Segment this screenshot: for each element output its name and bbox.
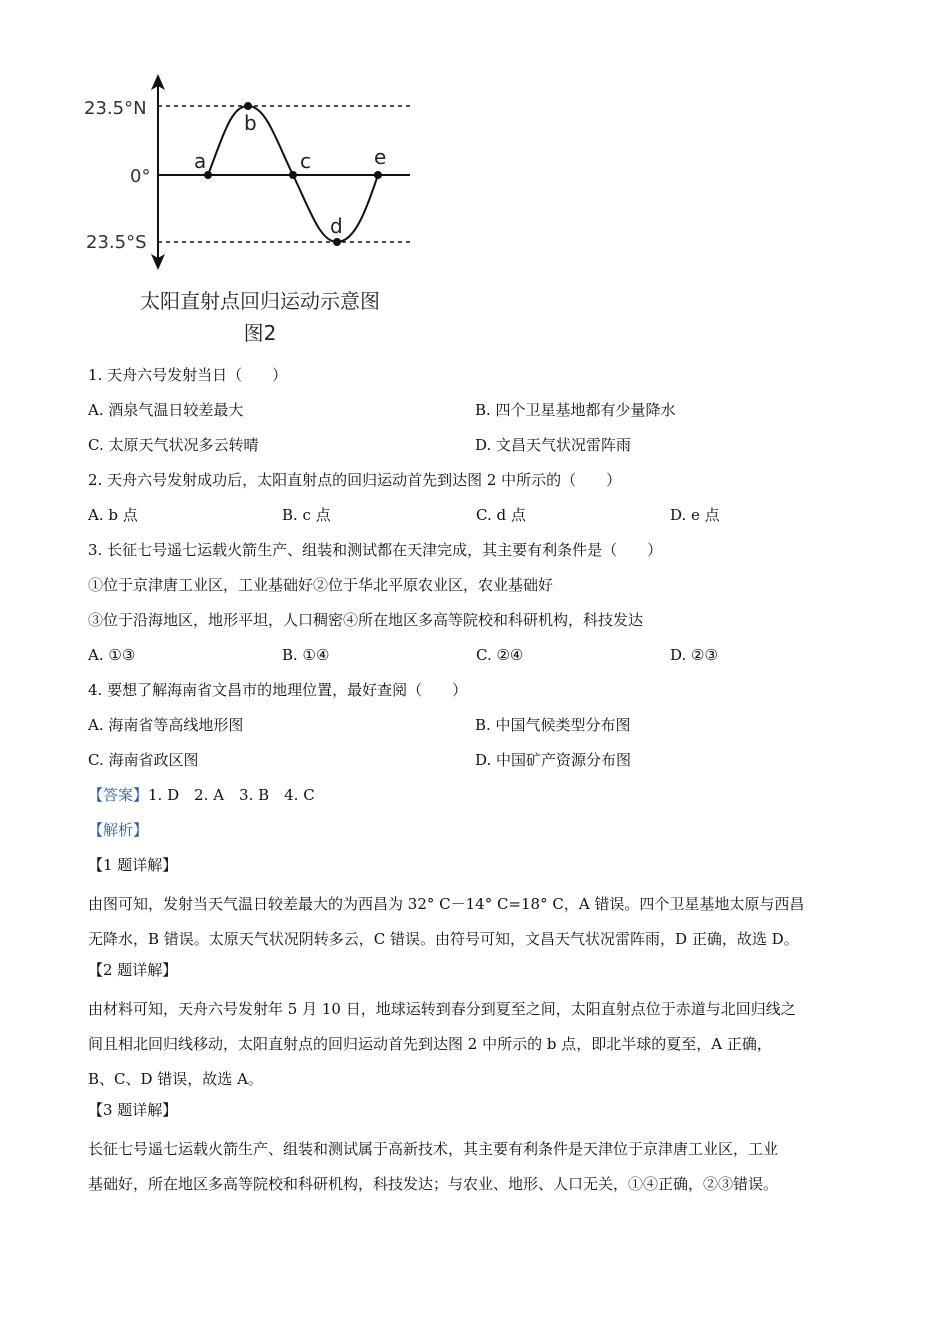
q1-option-b: B. 四个卫星基地都有少量降水 — [475, 401, 676, 419]
detail-1-line-1: 由图可知，发射当天气温日较差最大的为西昌为 32° C－14° C=18° C，A 错误。四个卫星基地太原与西昌 — [88, 895, 805, 913]
label-0: 0° — [130, 166, 151, 187]
question-4-options-row-1 — [88, 712, 868, 747]
answer-text: 1. D 2. A 3. B 4. C — [148, 786, 315, 804]
detail-1-line-2: 无降水，B 错误。太原天气状况阴转多云，C 错误。由符号可知，文昌天气状况雷阵雨，D 正确，故选 D。 — [88, 930, 799, 948]
point-b-label: b — [244, 111, 257, 135]
detail-3-line-1: 长征七号遥七运载火箭生产、组装和测试属于高新技术，其主要有利条件是天津位于京津唐工业区，工业 — [88, 1140, 779, 1158]
question-3-statement-2: ③位于沿海地区，地形平坦，人口稠密④所在地区多高等院校和科研机构，科技发达 — [88, 611, 644, 629]
label-23-5-s: 23.5°S — [86, 232, 147, 253]
point-c-dot — [289, 171, 297, 179]
question-4-options-row-2 — [88, 747, 868, 782]
sun-declination-figure — [80, 70, 420, 280]
detail-2-line-1: 由材料可知，天舟六号发射年 5 月 10 日，地球运转到春分到夏至之间，太阳直射点位于赤道与北回归线之 — [88, 1000, 796, 1018]
q2-option-d: D. e 点 — [670, 506, 720, 524]
detail-2-body — [88, 992, 868, 1097]
q4-option-b: B. 中国气候类型分布图 — [475, 716, 631, 734]
point-d-dot — [333, 238, 341, 246]
point-e-label: e — [374, 145, 387, 169]
point-e-dot — [374, 171, 382, 179]
analysis-tag: 【解析】 — [88, 821, 149, 839]
question-3-statement-1: ①位于京津唐工业区，工业基础好②位于华北平原农业区，农业基础好 — [88, 576, 554, 594]
q2-option-b: B. c 点 — [282, 506, 331, 524]
detail-2-line-2: 间且相北回归线移动，太阳直射点的回归运动首先到达图 2 中所示的 b 点，即北半球的夏至，A 正确， — [88, 1035, 772, 1053]
q4-option-c: C. 海南省政区图 — [88, 751, 199, 769]
question-1-options-row-2 — [88, 432, 868, 467]
q1-option-c: C. 太原天气状况多云转晴 — [88, 436, 259, 454]
answer-tag: 【答案】 — [88, 786, 149, 804]
question-3-options — [88, 642, 868, 677]
q1-option-a: A. 酒泉气温日较差最大 — [88, 401, 244, 419]
point-c-label: c — [300, 149, 311, 173]
question-2-stem: 2. 天舟六号发射成功后，太阳直射点的回归运动首先到达图 2 中所示的（ ） — [88, 471, 622, 489]
question-4-stem: 4. 要想了解海南省文昌市的地理位置，最好查阅（ ） — [88, 681, 468, 699]
detail-1-title: 【1 题详解】 — [88, 856, 178, 874]
detail-3-title: 【3 题详解】 — [88, 1101, 178, 1119]
q2-option-c: C. d 点 — [476, 506, 526, 524]
q4-option-d: D. 中国矿产资源分布图 — [475, 751, 632, 769]
question-1-options-row-1 — [88, 397, 868, 432]
question-content — [88, 362, 868, 1202]
q2-option-a: A. b 点 — [88, 506, 138, 524]
figure-number: 图2 — [243, 321, 277, 345]
label-23-5-n: 23.5°N — [84, 98, 147, 119]
q3-option-a: A. ①③ — [88, 646, 136, 664]
analysis-line — [88, 817, 868, 852]
q4-option-a: A. 海南省等高线地形图 — [88, 716, 244, 734]
sun-declination-diagram — [80, 70, 420, 280]
detail-3-line-2: 基础好，所在地区多高等院校和科研机构，科技发达；与农业、地形、人口无关，①④正确，②③错误。 — [88, 1175, 779, 1193]
point-b-dot — [244, 102, 252, 110]
figure-caption: 太阳直射点回归运动示意图 — [140, 289, 380, 313]
detail-1-body — [88, 887, 868, 957]
point-a-label: a — [194, 149, 207, 173]
point-d-label: d — [330, 214, 343, 238]
q3-option-c: C. ②④ — [476, 646, 524, 664]
detail-3-body — [88, 1132, 868, 1202]
detail-2-line-3: B、C、D 错误，故选 A。 — [88, 1070, 263, 1088]
detail-2-title: 【2 题详解】 — [88, 961, 178, 979]
q3-option-d: D. ②③ — [670, 646, 718, 664]
q3-option-b: B. ①④ — [282, 646, 330, 664]
question-2-options — [88, 502, 868, 537]
answer-line — [88, 782, 868, 817]
question-1-stem: 1. 天舟六号发射当日（ ） — [88, 366, 288, 384]
question-3-stem: 3. 长征七号遥七运载火箭生产、组装和测试都在天津完成，其主要有利条件是（ ） — [88, 541, 663, 559]
q1-option-d: D. 文昌天气状况雷阵雨 — [475, 436, 632, 454]
